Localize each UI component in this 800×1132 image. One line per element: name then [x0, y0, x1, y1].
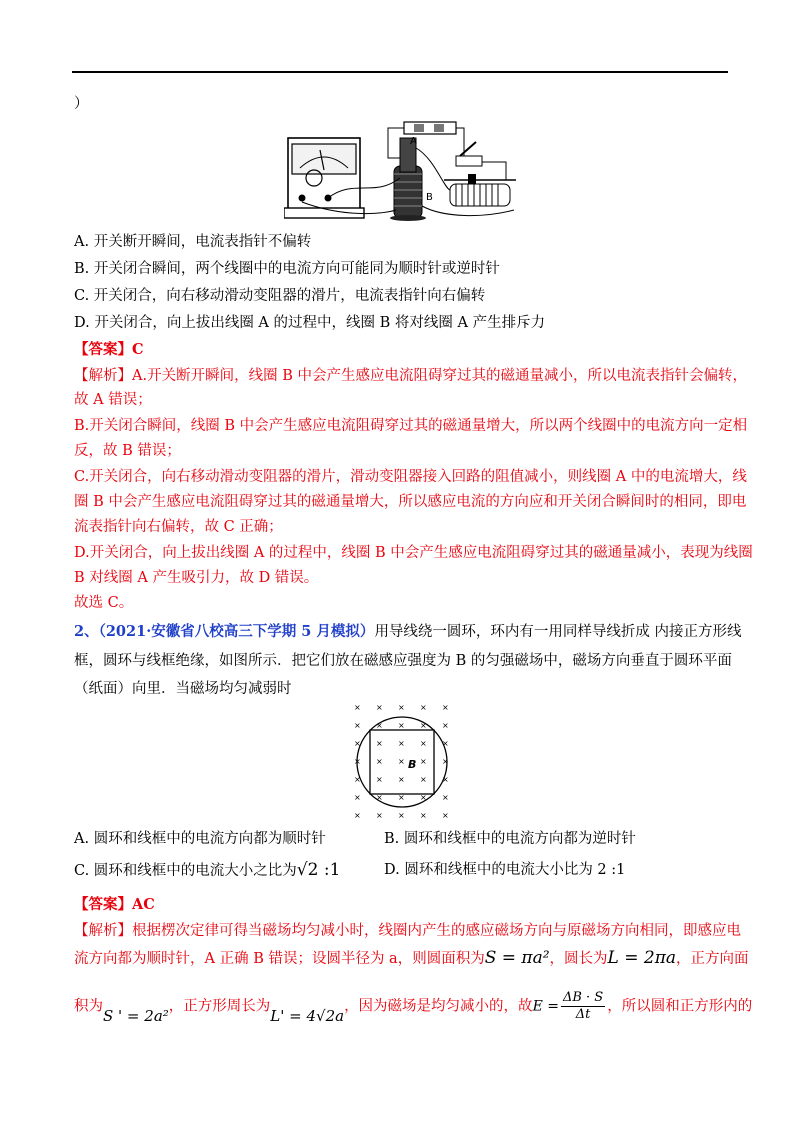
- q1-circuit-figure: [284, 118, 524, 222]
- q2-option-d: D. 圆环和线框中的电流大小比为 2 :1: [384, 862, 626, 878]
- q2-analysis-text: ，圆长为: [549, 951, 608, 967]
- field-x-marker: ×: [442, 757, 449, 766]
- q1-analysis-line: 故 A 错误；: [74, 392, 152, 408]
- field-x-marker: ×: [442, 811, 449, 820]
- field-x-marker: ×: [420, 793, 427, 802]
- q2-eq-circle-length: L = 2πa: [607, 948, 677, 968]
- q2-stem-line: 用导线绕一圆环，环内有一用同样导线折成 内接正方形线: [374, 624, 742, 640]
- q1-answer: 【答案】C: [74, 341, 144, 358]
- q2-analysis-text: ，因为磁场是均匀减小的，故: [344, 998, 533, 1015]
- q2-eq-square-length: L' = 4√2a: [270, 1006, 345, 1025]
- q1-analysis-line: 流表指针向右偏转，故 C 正确；: [74, 519, 283, 535]
- field-x-marker: ×: [420, 721, 427, 730]
- field-x-marker: ×: [442, 775, 449, 784]
- header-rule: [72, 71, 728, 73]
- q2-eq-emf-numerator: ΔB · S: [562, 990, 604, 1005]
- q2-analysis-text: 流方向都为顺时针，A 正确 B 错误；设圆半径为 a，则圆面积为: [74, 951, 485, 967]
- field-x-marker: ×: [354, 721, 361, 730]
- field-x-marker: ×: [398, 703, 405, 712]
- q1-analysis-line: B 对线圈 A 产生吸引力，故 D 错误。: [74, 570, 319, 586]
- q1-coil-b-label: B: [426, 192, 433, 203]
- field-x-marker: ×: [442, 703, 449, 712]
- q2-analysis-text: 积为: [74, 998, 103, 1015]
- q1-analysis-line: 【解析】A.开关断开瞬间，线圈 B 中会产生感应电流阻碍穿过其的磁通量减小，所以电流表指针会偏转，: [74, 368, 747, 384]
- q1-analysis-line: B.开关闭合瞬间，线圈 B 中会产生感应电流阻碍穿过其的磁通量增大，所以两个线圈中的电流方向一定相: [74, 418, 748, 434]
- q2-stem-line: 框，圆环与线框绝缘，如图所示．把它们放在磁感应强度为 B 的匀强磁场中，磁场方向垂直于圆环平面: [74, 653, 732, 669]
- field-x-marker: ×: [398, 793, 405, 802]
- q2-eq-circle-area: S = πa²: [484, 948, 550, 968]
- q2-eq-square-area: S ' = 2a²: [103, 1006, 169, 1025]
- field-x-marker: ×: [442, 739, 449, 748]
- q2-analysis-text: ，正方向面: [676, 951, 749, 967]
- field-x-marker: ×: [354, 757, 361, 766]
- field-x-marker: ×: [354, 775, 361, 784]
- field-x-marker: ×: [376, 739, 383, 748]
- field-x-marker: ×: [398, 739, 405, 748]
- field-x-marker: ×: [398, 811, 405, 820]
- field-x-marker: ×: [376, 775, 383, 784]
- q1-analysis-line: 圈 B 中会产生感应电流阻碍穿过其的磁通量增大，所以感应电流的方向应和开关闭合瞬间时的相同，即电: [74, 494, 747, 510]
- q2-header: [74, 622, 742, 642]
- field-x-marker: ×: [442, 721, 449, 730]
- field-x-marker: ×: [376, 757, 383, 766]
- field-x-marker: ×: [354, 793, 361, 802]
- field-x-marker: ×: [398, 757, 405, 766]
- field-x-marker: ×: [420, 757, 427, 766]
- q2-option-c-ratio: √2 :1: [296, 860, 341, 880]
- field-x-marker: ×: [398, 721, 405, 730]
- field-x-marker: ×: [354, 811, 361, 820]
- q2-stem-line: （纸面）向里．当磁场均匀减弱时: [74, 681, 292, 697]
- q2-analysis-line: [74, 990, 752, 1023]
- field-x-marker: ×: [420, 811, 427, 820]
- q1-analysis-line: 反，故 B 错误；: [74, 443, 181, 459]
- q1-option-b: B. 开关闭合瞬间，两个线圈中的电流方向可能同为顺时针或逆时针: [74, 261, 500, 277]
- q2-analysis-line: 【解析】根据楞次定律可得当磁场均匀减小时，线圈内产生的感应磁场方向与原磁场方向相同，即感应电: [74, 923, 741, 939]
- field-x-marker: ×: [354, 739, 361, 748]
- q2-option-c-text: C. 圆环和线框中的电流大小之比为: [74, 863, 297, 879]
- q1-analysis-line: C.开关闭合，向右移动滑动变阻器的滑片，滑动变阻器接入回路的阻值减小，则线圈 A 中的电流增大，线: [74, 469, 747, 485]
- field-x-marker: ×: [376, 721, 383, 730]
- q2-answer: 【答案】AC: [74, 896, 155, 913]
- q1-coil-a-label: A: [410, 136, 417, 147]
- q1-conclusion: 故选 C。: [74, 595, 134, 611]
- q2-option-c: [74, 860, 340, 881]
- field-x-marker: ×: [442, 793, 449, 802]
- field-x-marker: ×: [420, 739, 427, 748]
- field-x-marker: ×: [420, 703, 427, 712]
- q1-paren: ）: [74, 96, 89, 112]
- q2-eq-emf-lhs: E =: [532, 998, 559, 1015]
- q2-eq-emf-fraction: [561, 990, 605, 1023]
- q2-option-a: A. 圆环和线框中的电流方向都为顺时针: [74, 831, 326, 847]
- q2-field-label: B: [408, 758, 417, 771]
- field-x-marker: ×: [376, 703, 383, 712]
- q1-option-a: A. 开关断开瞬间，电流表指针不偏转: [74, 234, 312, 250]
- field-x-marker: ×: [420, 775, 427, 784]
- field-x-marker: ×: [376, 793, 383, 802]
- q1-option-c: C. 开关闭合，向右移动滑动变阻器的滑片，电流表指针向右偏转: [74, 288, 486, 304]
- q2-field-figure: [348, 700, 456, 822]
- q2-analysis-text: ，所以圆和正方形内的: [607, 998, 753, 1015]
- q2-eq-emf-denominator: Δt: [575, 1007, 591, 1022]
- field-x-marker: ×: [354, 703, 361, 712]
- q2-number: 2、: [74, 623, 99, 640]
- q2-analysis-line: [74, 948, 749, 969]
- q2-analysis-text: ，正方形周长为: [168, 998, 271, 1015]
- q2-option-b: B. 圆环和线框中的电流方向都为逆时针: [384, 831, 636, 847]
- q1-analysis-line: D.开关闭合，向上拔出线圈 A 的过程中，线圈 B 中会产生感应电流阻碍穿过其的磁通量减小，表现为线圈: [74, 545, 753, 561]
- field-x-marker: ×: [376, 811, 383, 820]
- field-x-marker: ×: [398, 775, 405, 784]
- q1-option-d: D. 开关闭合，向上拔出线圈 A 的过程中，线圈 B 将对线圈 A 产生排斥力: [74, 315, 546, 331]
- q2-source: （2021·安徽省八校高三下学期 5 月模拟）: [98, 623, 375, 640]
